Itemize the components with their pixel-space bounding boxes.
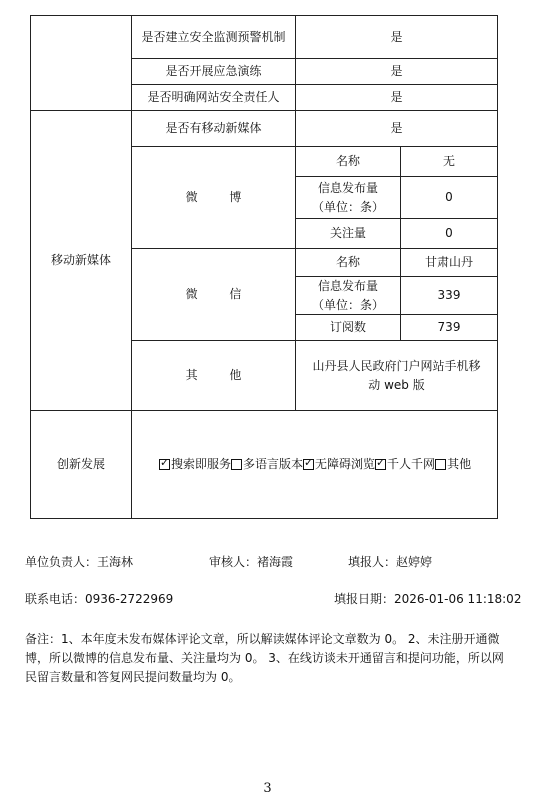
checkbox-checked-icon[interactable] <box>303 459 314 470</box>
option-personalized[interactable]: ✓ 千人千网 <box>375 455 435 474</box>
report-table <box>30 15 498 519</box>
other-value: 山丹县人民政府门户网站手机移动 web 版 <box>295 340 498 411</box>
option-other[interactable]: 其他 <box>435 455 471 474</box>
weibo-posts-label: 信息发布量（单位：条） <box>295 176 401 219</box>
row-value-monitoring: 是 <box>295 15 498 59</box>
section-label-mobile: 移动新媒体 <box>30 110 132 411</box>
contact-phone: 联系电话：0936-2722969 <box>25 592 174 606</box>
weixin-label: 微 信 <box>131 248 296 341</box>
checkbox-checked-icon[interactable] <box>159 459 170 470</box>
row-label-responsible: 是否明确网站安全责任人 <box>131 84 296 111</box>
fill-date: 填报日期：2026-01-06 11:18:02 <box>334 592 522 606</box>
weibo-posts-value: 0 <box>400 176 498 219</box>
unit-head: 单位负责人：王海林 <box>25 555 134 569</box>
weixin-name-label: 名称 <box>295 248 401 277</box>
has-mobile-label: 是否有移动新媒体 <box>131 110 296 147</box>
weibo-follow-value: 0 <box>400 218 498 249</box>
row-value-responsible: 是 <box>295 84 498 111</box>
weibo-label: 微 博 <box>131 146 296 249</box>
innovation-options <box>131 410 498 519</box>
innovation-label: 创新发展 <box>30 410 132 519</box>
option-multilingual[interactable]: 多语言版本 <box>231 455 303 474</box>
row-value-drill: 是 <box>295 58 498 85</box>
weixin-posts-label: 信息发布量（单位：条） <box>295 276 401 315</box>
weibo-follow-label: 关注量 <box>295 218 401 249</box>
section-cell-security <box>30 15 132 111</box>
page-number: 3 <box>263 781 272 796</box>
has-mobile-value: 是 <box>295 110 498 147</box>
weibo-name-value: 无 <box>400 146 498 177</box>
checkbox-checked-icon[interactable] <box>375 459 386 470</box>
other-label: 其 他 <box>131 340 296 411</box>
remarks: 备注：1、本年度未发布媒体评论文章，所以解读媒体评论文章数为 0。 2、未注册开通微博，所以微博的信息发布量、关注量均为 0。 3、在线访谈未开通留言和提问功能，所以网民留言数量和答复网民提问数量均为 0。 <box>25 632 504 684</box>
reviewer: 审核人：褚海霞 <box>209 555 294 569</box>
checkbox-unchecked-icon[interactable] <box>231 459 242 470</box>
row-label-drill: 是否开展应急演练 <box>131 58 296 85</box>
weibo-name-label: 名称 <box>295 146 401 177</box>
weixin-name-value: 甘肃山丹 <box>400 248 498 277</box>
filler: 填报人：赵婷婷 <box>348 555 433 569</box>
weixin-sub-label: 订阅数 <box>295 314 401 341</box>
checkbox-unchecked-icon[interactable] <box>435 459 446 470</box>
row-label-monitoring: 是否建立安全监测预警机制 <box>131 15 296 59</box>
option-accessibility[interactable]: ✓ 无障碍浏览 <box>303 455 375 474</box>
weixin-sub-value: 739 <box>400 314 498 341</box>
weixin-posts-value: 339 <box>400 276 498 315</box>
option-search-service[interactable]: ✓ 搜索即服务 <box>159 455 231 474</box>
